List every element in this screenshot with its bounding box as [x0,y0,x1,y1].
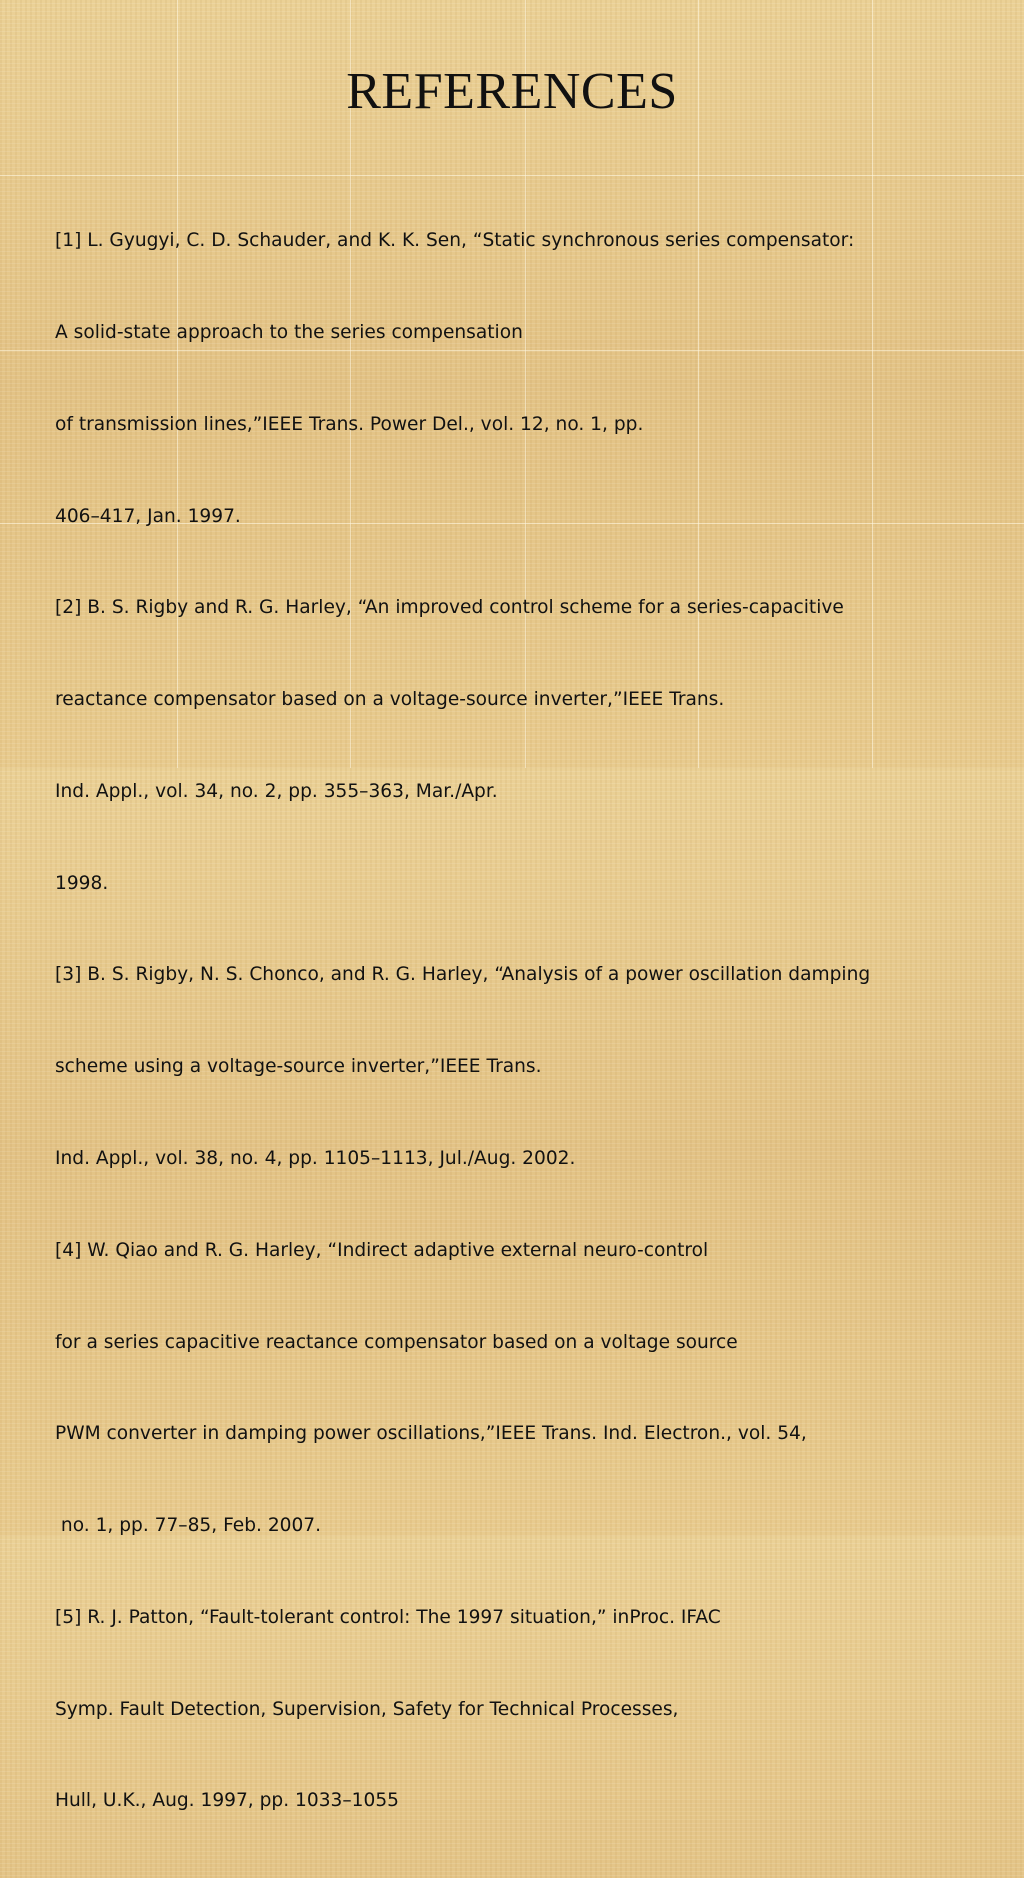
reference-line: no. 1, pp. 77–85, Feb. 2007. [55,1515,322,1537]
slide-title: REFERENCES [346,63,678,120]
reference-line: reactance compensator based on a voltage-source inverter,”IEEE Trans. [55,689,725,711]
reference-line: scheme using a voltage-source inverter,”IEEE Trans. [55,1056,542,1078]
reference-line: [5] R. J. Patton, “Fault-tolerant control: The 1997 situation,” inProc. IFAC [55,1606,721,1628]
reference-line: A solid-state approach to the series compensation [55,321,523,343]
reference-line: Ind. Appl., vol. 34, no. 2, pp. 355–363, Mar./Apr. [55,780,498,802]
reference-line: Ind. Appl., vol. 38, no. 4, pp. 1105–1113, Jul./Aug. 2002. [55,1148,576,1169]
reference-line: [3] B. S. Rigby, N. S. Chonco, and R. G. Harley, “Analysis of a power oscillation damping [55,964,871,986]
reference-line: for a series capacitive reactance compensator based on a voltage source [55,1331,738,1353]
reference-line: 406–417, Jan. 1997. [55,505,241,527]
reference-line: [2] B. S. Rigby and R. G. Harley, “An improved control scheme for a series-capacitive [55,597,844,619]
reference-line: 1998. [55,872,109,894]
reference-line: [1] L. Gyugyi, C. D. Schauder, and K. K. Sen, “Static synchronous series compensator: [55,230,855,252]
reference-line: [4] W. Qiao and R. G. Harley, “Indirect adaptive external neuro-control [55,1239,709,1261]
references-list [55,165,1005,1878]
reference-line: of transmission lines,”IEEE Trans. Power Del., vol. 12, no. 1, pp. [55,413,644,435]
reference-line: Hull, U.K., Aug. 1997, pp. 1033–1055 [55,1790,399,1812]
reference-line: Symp. Fault Detection, Supervision, Safety for Technical Processes, [55,1698,679,1720]
reference-line: PWM converter in damping power oscillations,”IEEE Trans. Ind. Electron., vol. 54, [55,1423,807,1445]
